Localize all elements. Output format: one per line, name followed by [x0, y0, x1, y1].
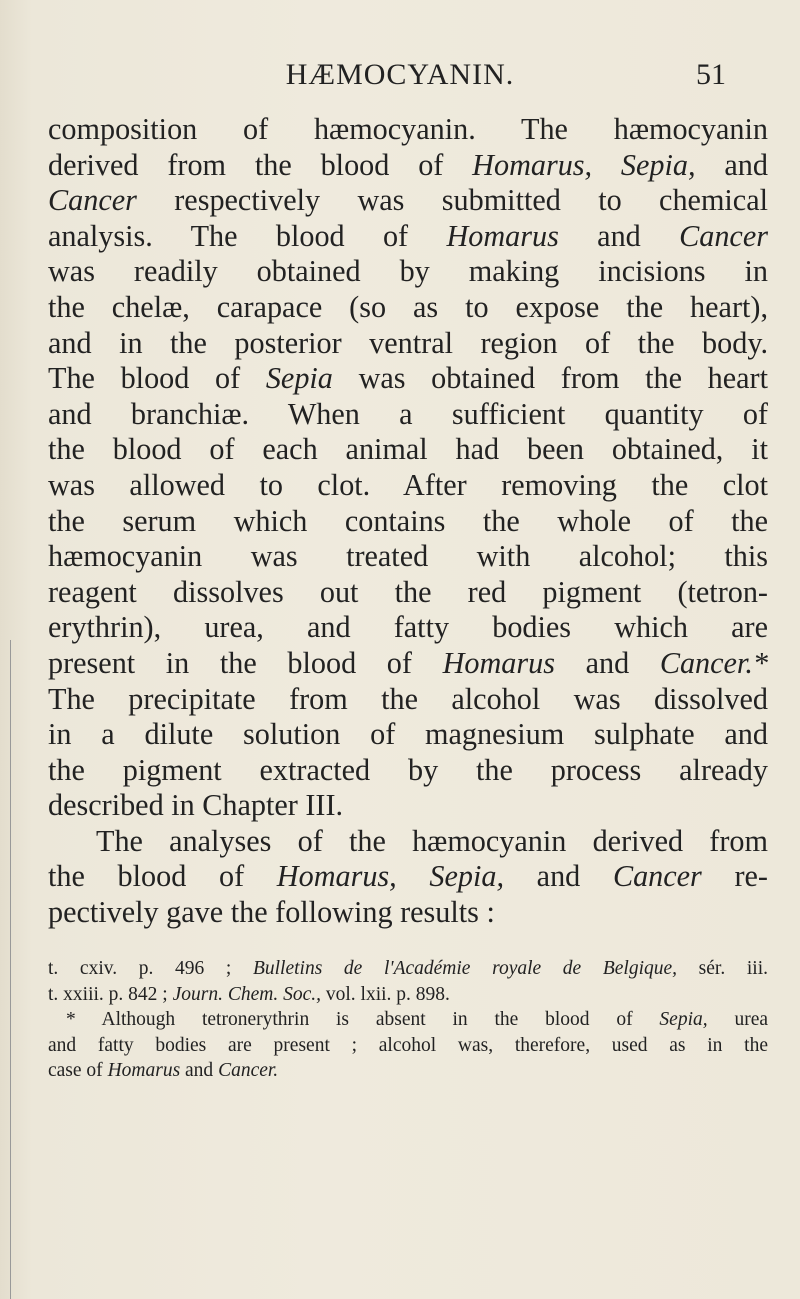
text-line: The precipitate from the alcohol was dissolved	[48, 681, 768, 716]
page-header	[0, 58, 800, 98]
text-line: the serum which contains the whole of the	[48, 503, 768, 538]
running-head: HÆMOCYANIN.	[285, 58, 515, 91]
page-number: 51	[696, 58, 726, 91]
text-line: and branchiæ. When a sufficient quantity of	[48, 396, 768, 431]
text-line: present in the blood of Homarus and Cancer.*	[48, 645, 768, 680]
text-line: reagent dissolves out the red pigment (tetron-	[48, 574, 768, 609]
text-line: the blood of each animal had been obtained, it	[48, 432, 768, 467]
footnote-line: t. cxiv. p. 496 ; Bulletins de l'Académie royale de Belgique, sér. iii.	[48, 958, 768, 979]
text-line: and in the posterior ventral region of the body.	[48, 325, 768, 360]
text-line: hæmocyanin was treated with alcohol; this	[48, 539, 768, 574]
footnotes	[48, 956, 768, 1084]
text-line: was readily obtained by making incisions in	[48, 254, 768, 289]
text-line: composition of hæmocyanin. The hæmocyanin	[48, 112, 768, 146]
text-line: The blood of Sepia was obtained from the heart	[48, 361, 768, 396]
footnote-line: * Although tetronerythrin is absent in the blood of Sepia, urea	[66, 1009, 768, 1031]
text-line: derived from the blood of Homarus, Sepia, and	[48, 147, 768, 182]
text-line: pectively gave the following results :	[48, 895, 495, 930]
text-line: The analyses of the hæmocyanin derived from	[96, 823, 768, 858]
text-line: the chelæ, carapace (so as to expose the heart),	[48, 289, 768, 324]
text-line: was allowed to clot. After removing the clot	[48, 467, 768, 502]
body-text	[48, 112, 768, 931]
text-line: the blood of Homarus, Sepia, and Cancer re-	[48, 859, 768, 894]
text-line: the pigment extracted by the process already	[48, 752, 768, 787]
text-line: analysis. The blood of Homarus and Cancer	[48, 218, 768, 253]
footnote-line: and fatty bodies are present ; alcohol was, therefore, used as in the	[48, 1034, 768, 1056]
footnote-line: case of Homarus and Cancer.	[48, 1060, 279, 1082]
footnote-line: t. xxiii. p. 842 ; Journ. Chem. Soc., vol. lxii. p. 898.	[48, 983, 450, 1005]
text-line: erythrin), urea, and fatty bodies which are	[48, 610, 768, 645]
page-edge-line	[10, 640, 11, 1299]
text-line: Cancer respectively was submitted to chemical	[48, 183, 768, 218]
text-line: described in Chapter III.	[48, 788, 344, 823]
text-line: in a dilute solution of magnesium sulphate and	[48, 717, 768, 752]
